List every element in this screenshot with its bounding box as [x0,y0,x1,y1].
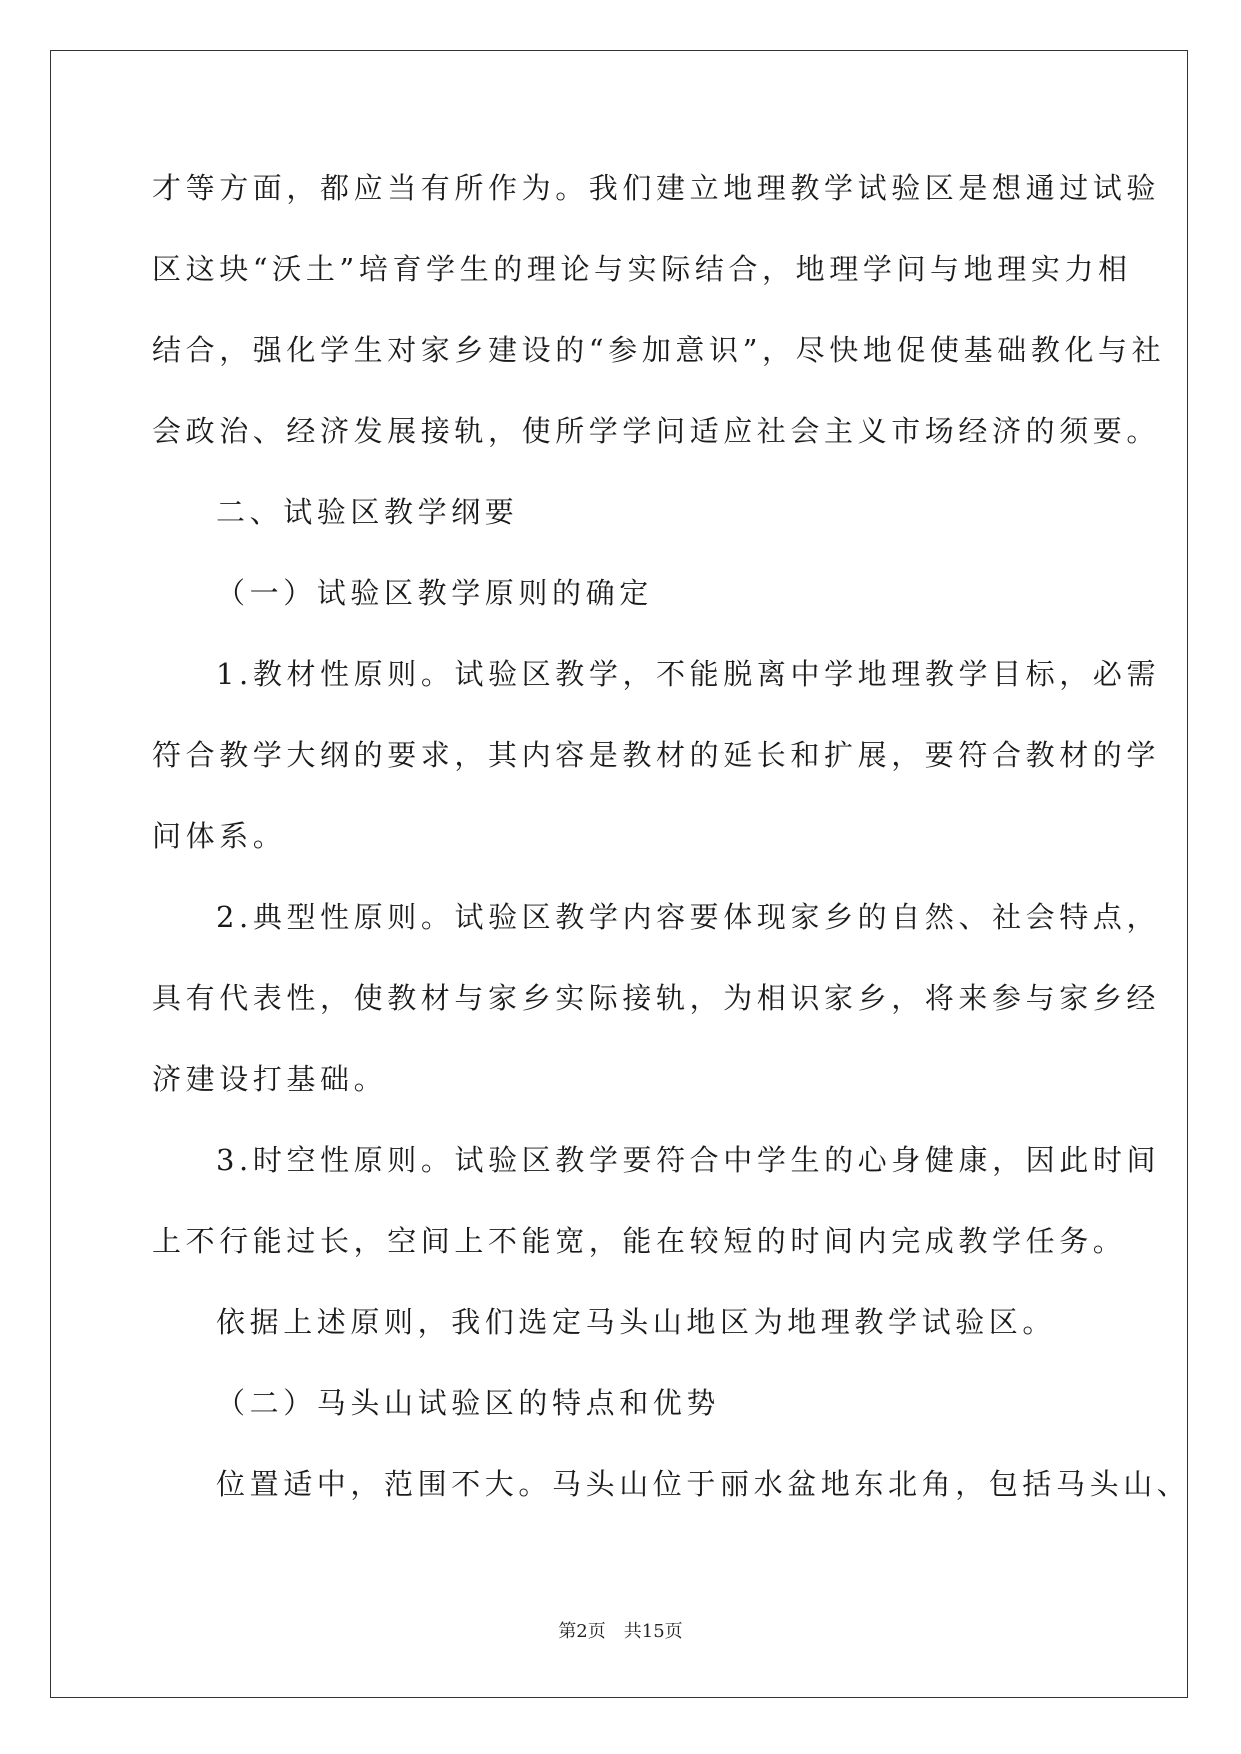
text-line: 3.时空性原则。试验区教学要符合中学生的心身健康，因此时间 [216,1143,1161,1177]
text-line: 结合，强化学生对家乡建设的“参加意识”，尽快地促使基础教化与社 [152,333,1166,367]
text-line: 具有代表性，使教材与家乡实际接轨，为相识家乡，将来参与家乡经 [152,981,1161,1015]
text-line: 问体系。 [152,819,287,853]
text-line: 依据上述原则，我们选定马头山地区为地理教学试验区。 [216,1305,1057,1339]
page-number: 第2页 共15页 [558,1621,683,1642]
text-line: 区这块“沃土”培育学生的理论与实际结合，地理学问与地理实力相 [152,252,1132,286]
text-line: 位置适中，范围不大。马头山位于丽水盆地东北角，包括马头山、 [216,1467,1191,1501]
text-line: 1.教材性原则。试验区教学，不能脱离中学地理教学目标，必需 [216,657,1161,691]
text-line: 上不行能过长，空间上不能宽，能在较短的时间内完成教学任务。 [152,1224,1127,1258]
text-line: 符合教学大纲的要求，其内容是教材的延长和扩展，要符合教材的学 [152,738,1161,772]
subsection-heading: （二）马头山试验区的特点和优势 [216,1386,721,1420]
text-line: 会政治、经济发展接轨，使所学学问适应社会主义市场经济的须要。 [152,414,1161,448]
text-line: 济建设打基础。 [152,1062,388,1096]
document-body [152,168,1191,1545]
subsection-heading: （一）试验区教学原则的确定 [216,576,653,610]
section-heading: 二、试验区教学纲要 [216,495,519,529]
text-line: 才等方面，都应当有所作为。我们建立地理教学试验区是想通过试验 [152,171,1161,205]
text-line: 2.典型性原则。试验区教学内容要体现家乡的自然、社会特点， [216,900,1161,934]
